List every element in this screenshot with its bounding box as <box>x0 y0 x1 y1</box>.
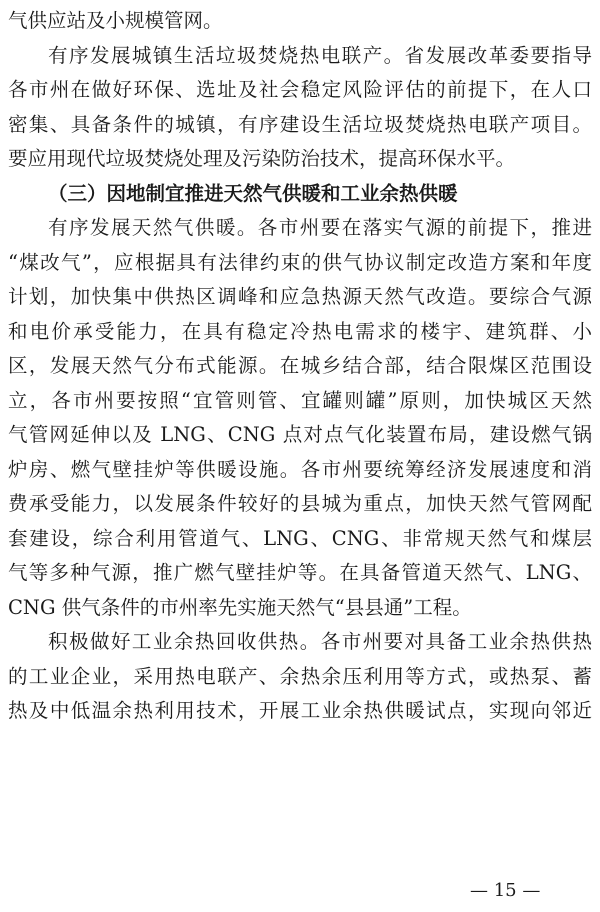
text-line: 气管网延伸以及 LNG、CNG 点对点气化装置布局，建设燃气锅 <box>8 423 592 446</box>
text-line: 立，各市州要按照“宜管则管、宜罐则罐”原则，加快城区天然 <box>8 388 592 412</box>
text-line: 各市州在做好环保、选址及社会稳定风险评估的前提下，在人口 <box>8 78 592 101</box>
text-line: 炉房、燃气壁挂炉等供暖设施。各市州要统筹经济发展速度和消 <box>8 457 592 481</box>
text-line: CNG 供气条件的市州率先实施天然气“县县通”工程。 <box>8 595 472 619</box>
text-line: 区，发展天然气分布式能源。在城乡结合部，结合限煤区范围设 <box>8 354 592 377</box>
page-number: — 15 — <box>470 880 541 901</box>
text-line: 气等多种气源，推广燃气壁挂炉等。在具备管道天然气、LNG、 <box>8 561 592 584</box>
text-line: 套建设，综合利用管道气、LNG、CNG、非常规天然气和煤层 <box>8 526 592 550</box>
body-text <box>8 4 592 729</box>
text-line: 密集、具备条件的城镇，有序建设生活垃圾焚烧热电联产项目。 <box>8 112 592 136</box>
text-line: 积极做好工业余热回收供热。各市州要对具备工业余热供热 <box>48 630 592 653</box>
text-line: 要应用现代垃圾焚烧处理及污染防治技术，提高环保水平。 <box>8 147 516 170</box>
text-line: 热及中低温余热利用技术，开展工业余热供暖试点，实现向邻近 <box>8 699 592 722</box>
text-line: 气供应站及小规模管网。 <box>8 9 223 32</box>
text-line: 的工业企业，采用热电联产、余热余压利用等方式，或热泵、蓄 <box>8 664 592 688</box>
text-line: “煤改气”，应根据具有法律约束的供气协议制定改造方案和年度 <box>8 250 592 274</box>
text-line: 费承受能力，以发展条件较好的县城为重点，加快天然气管网配 <box>8 492 592 515</box>
text-line: 有序发展天然气供暖。各市州要在落实气源的前提下，推进 <box>48 216 592 239</box>
section-heading: （三）因地制宜推进天然气供暖和工业余热供暖 <box>48 181 458 205</box>
text-line: 有序发展城镇生活垃圾焚烧热电联产。省发展改革委要指导 <box>48 43 592 67</box>
text-line: 和电价承受能力，在具有稳定冷热电需求的楼宇、建筑群、小 <box>8 319 592 343</box>
text-line: 计划，加快集中供热区调峰和应急热源天然气改造。要综合气源 <box>8 285 592 308</box>
